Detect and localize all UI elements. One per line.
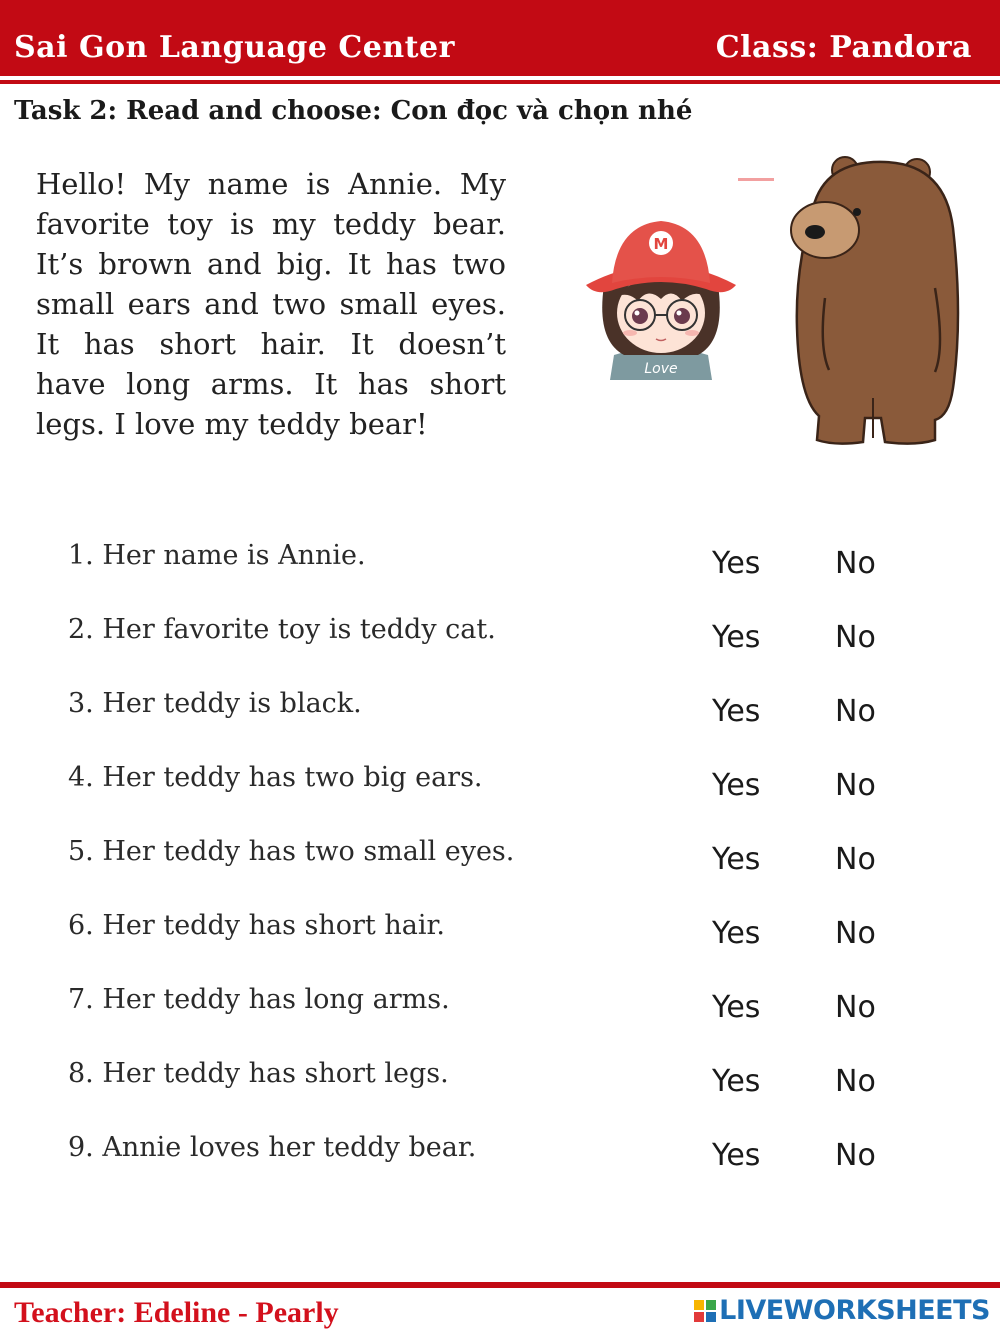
header-bar — [0, 0, 1000, 76]
no-option[interactable]: No — [835, 768, 876, 803]
shirt-text: Love — [644, 361, 678, 377]
yes-option[interactable]: Yes — [712, 546, 761, 581]
reading-passage: Hello! My name is Annie. My favorite toy is my teddy bear. It’s brown and big. It has two small ears and two small eyes. It has short hair. It doesn’t have long arms. It has short legs. I love my teddy bear! — [36, 167, 506, 441]
question-text: 2. Her favorite toy is teddy cat. — [68, 614, 496, 645]
no-option[interactable]: No — [835, 546, 876, 581]
bear-illustration — [785, 148, 965, 448]
no-option[interactable]: No — [835, 620, 876, 655]
yes-option[interactable]: Yes — [712, 768, 761, 803]
girl-illustration — [576, 205, 746, 380]
tiny-label-mark — [738, 177, 774, 182]
question-row-9 — [68, 1132, 948, 1172]
question-row-2 — [68, 614, 948, 654]
question-row-3 — [68, 688, 948, 728]
yes-option[interactable]: Yes — [712, 1064, 761, 1099]
header-divider — [0, 80, 1000, 84]
yes-option[interactable]: Yes — [712, 842, 761, 877]
class-name: Class: Pandora — [715, 30, 972, 65]
question-text: 1. Her name is Annie. — [68, 540, 366, 571]
teacher-name: Teacher: Edeline - Pearly — [14, 1296, 339, 1329]
liveworksheets-brand[interactable] — [693, 1295, 990, 1326]
question-text: 7. Her teddy has long arms. — [68, 984, 450, 1015]
task-title: Task 2: Read and choose: Con đọc và chọn nhé — [14, 96, 693, 126]
question-row-8 — [68, 1058, 948, 1098]
question-text: 9. Annie loves her teddy bear. — [68, 1132, 477, 1163]
no-option[interactable]: No — [835, 694, 876, 729]
yes-option[interactable]: Yes — [712, 916, 761, 951]
liveworksheets-logo-icon — [693, 1298, 717, 1324]
yes-option[interactable]: Yes — [712, 990, 761, 1025]
yes-option[interactable]: Yes — [712, 620, 761, 655]
no-option[interactable]: No — [835, 842, 876, 877]
center-name: Sai Gon Language Center — [14, 30, 455, 65]
no-option[interactable]: No — [835, 990, 876, 1025]
question-row-1 — [68, 540, 948, 580]
question-row-5 — [68, 836, 948, 876]
no-option[interactable]: No — [835, 1064, 876, 1099]
brand-text: LIVEWORKSHEETS — [719, 1295, 990, 1326]
question-text: 5. Her teddy has two small eyes. — [68, 836, 515, 867]
yes-option[interactable]: Yes — [712, 694, 761, 729]
svg-text:M: M — [653, 235, 669, 253]
question-text: 4. Her teddy has two big ears. — [68, 762, 483, 793]
question-text: 3. Her teddy is black. — [68, 688, 362, 719]
footer-divider — [0, 1282, 1000, 1288]
question-row-7 — [68, 984, 948, 1024]
no-option[interactable]: No — [835, 916, 876, 951]
no-option[interactable]: No — [835, 1138, 876, 1173]
yes-option[interactable]: Yes — [712, 1138, 761, 1173]
question-text: 6. Her teddy has short hair. — [68, 910, 445, 941]
question-row-6 — [68, 910, 948, 950]
question-row-4 — [68, 762, 948, 802]
question-text: 8. Her teddy has short legs. — [68, 1058, 449, 1089]
